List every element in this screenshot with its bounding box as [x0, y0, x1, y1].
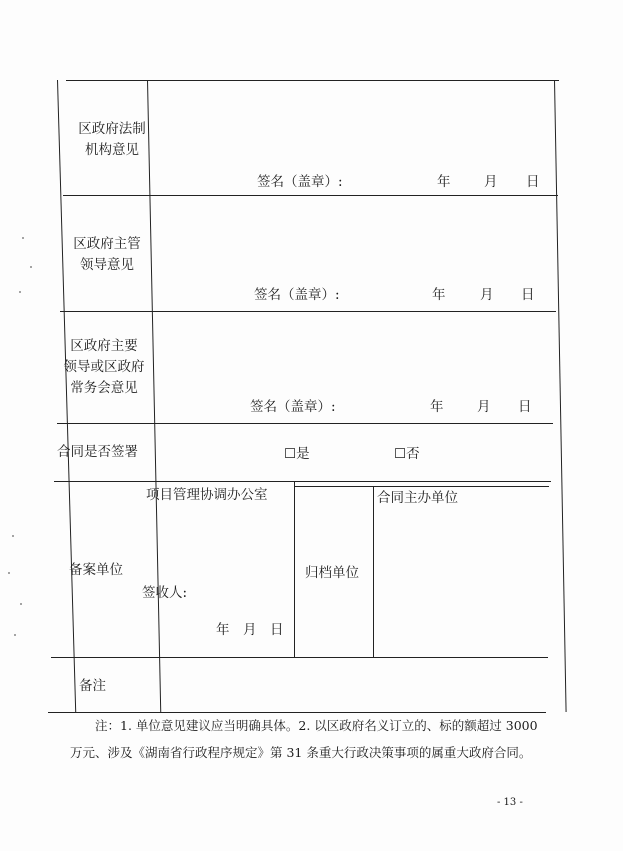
- table-border-right: [554, 80, 567, 712]
- note-line-1: 注：1. 单位意见建议应当明确具体。2. 以区政府名义订立的、标的额超过 3000: [95, 718, 538, 733]
- leader-day: 日: [521, 287, 535, 303]
- main-opinion-label-line2: 领导或区政府: [63, 359, 145, 375]
- scan-speck: [14, 634, 16, 636]
- contract-host-label: 合同主办单位: [377, 490, 458, 506]
- main-sign-label: 签名（盖章）:: [250, 399, 336, 415]
- signed-no-checkbox[interactable]: ☐否: [394, 446, 420, 462]
- scan-speck: [22, 237, 24, 239]
- leader-year: 年: [432, 287, 446, 303]
- leader-opinion-label-line1: 区政府主管: [73, 236, 141, 252]
- legal-year: 年: [437, 174, 451, 190]
- page-number: - 13 -: [497, 797, 523, 808]
- main-year: 年: [430, 399, 444, 415]
- filing-inner-top: [295, 486, 549, 487]
- leader-sign-label: 签名（盖章）:: [254, 287, 340, 303]
- note-line-2: 万元、涉及《湖南省行政程序规定》第 31 条重大行政决策事项的属重大政府合同。: [70, 745, 532, 760]
- legal-day: 日: [526, 174, 540, 190]
- contract-signed-label: 合同是否签署: [57, 444, 138, 460]
- row-divider: [51, 657, 548, 658]
- legal-opinion-label-line2: 机构意见: [85, 142, 139, 158]
- signed-yes-checkbox[interactable]: ☐是: [284, 446, 310, 462]
- main-opinion-label-line1: 区政府主要: [70, 338, 138, 354]
- filing-unit-label: 备案单位: [69, 562, 123, 578]
- main-opinion-label: [58, 336, 150, 399]
- receipt-date: 年 月 日: [216, 622, 284, 638]
- legal-month: 月: [484, 174, 498, 190]
- legal-opinion-label: [69, 119, 155, 161]
- legal-sign-label: 签名（盖章）:: [257, 174, 343, 190]
- main-month: 月: [477, 399, 491, 415]
- receiver-label: 签收人:: [142, 585, 188, 601]
- legal-opinion-label-line1: 区政府法制: [78, 121, 146, 137]
- main-day: 日: [518, 399, 532, 415]
- archive-unit-label: 归档单位: [305, 565, 359, 581]
- row-divider: [57, 423, 553, 424]
- scan-speck: [8, 572, 10, 574]
- scan-speck: [30, 266, 32, 268]
- scan-speck: [20, 603, 22, 605]
- table-border-top: [66, 80, 559, 81]
- scan-speck: [12, 535, 14, 537]
- remark-label: 备注: [79, 678, 106, 694]
- row-divider: [60, 311, 556, 312]
- filing-divider-2: [373, 486, 374, 657]
- leader-opinion-label-line2: 领导意见: [80, 257, 134, 273]
- leader-month: 月: [480, 287, 494, 303]
- scan-speck: [19, 291, 21, 293]
- main-opinion-label-line3: 常务会意见: [70, 380, 138, 396]
- row-divider: [63, 195, 558, 196]
- filing-divider-1: [294, 481, 295, 657]
- row-divider: [54, 481, 551, 482]
- project-office-label: 项目管理协调办公室: [146, 487, 268, 503]
- leader-opinion-label: [64, 234, 150, 276]
